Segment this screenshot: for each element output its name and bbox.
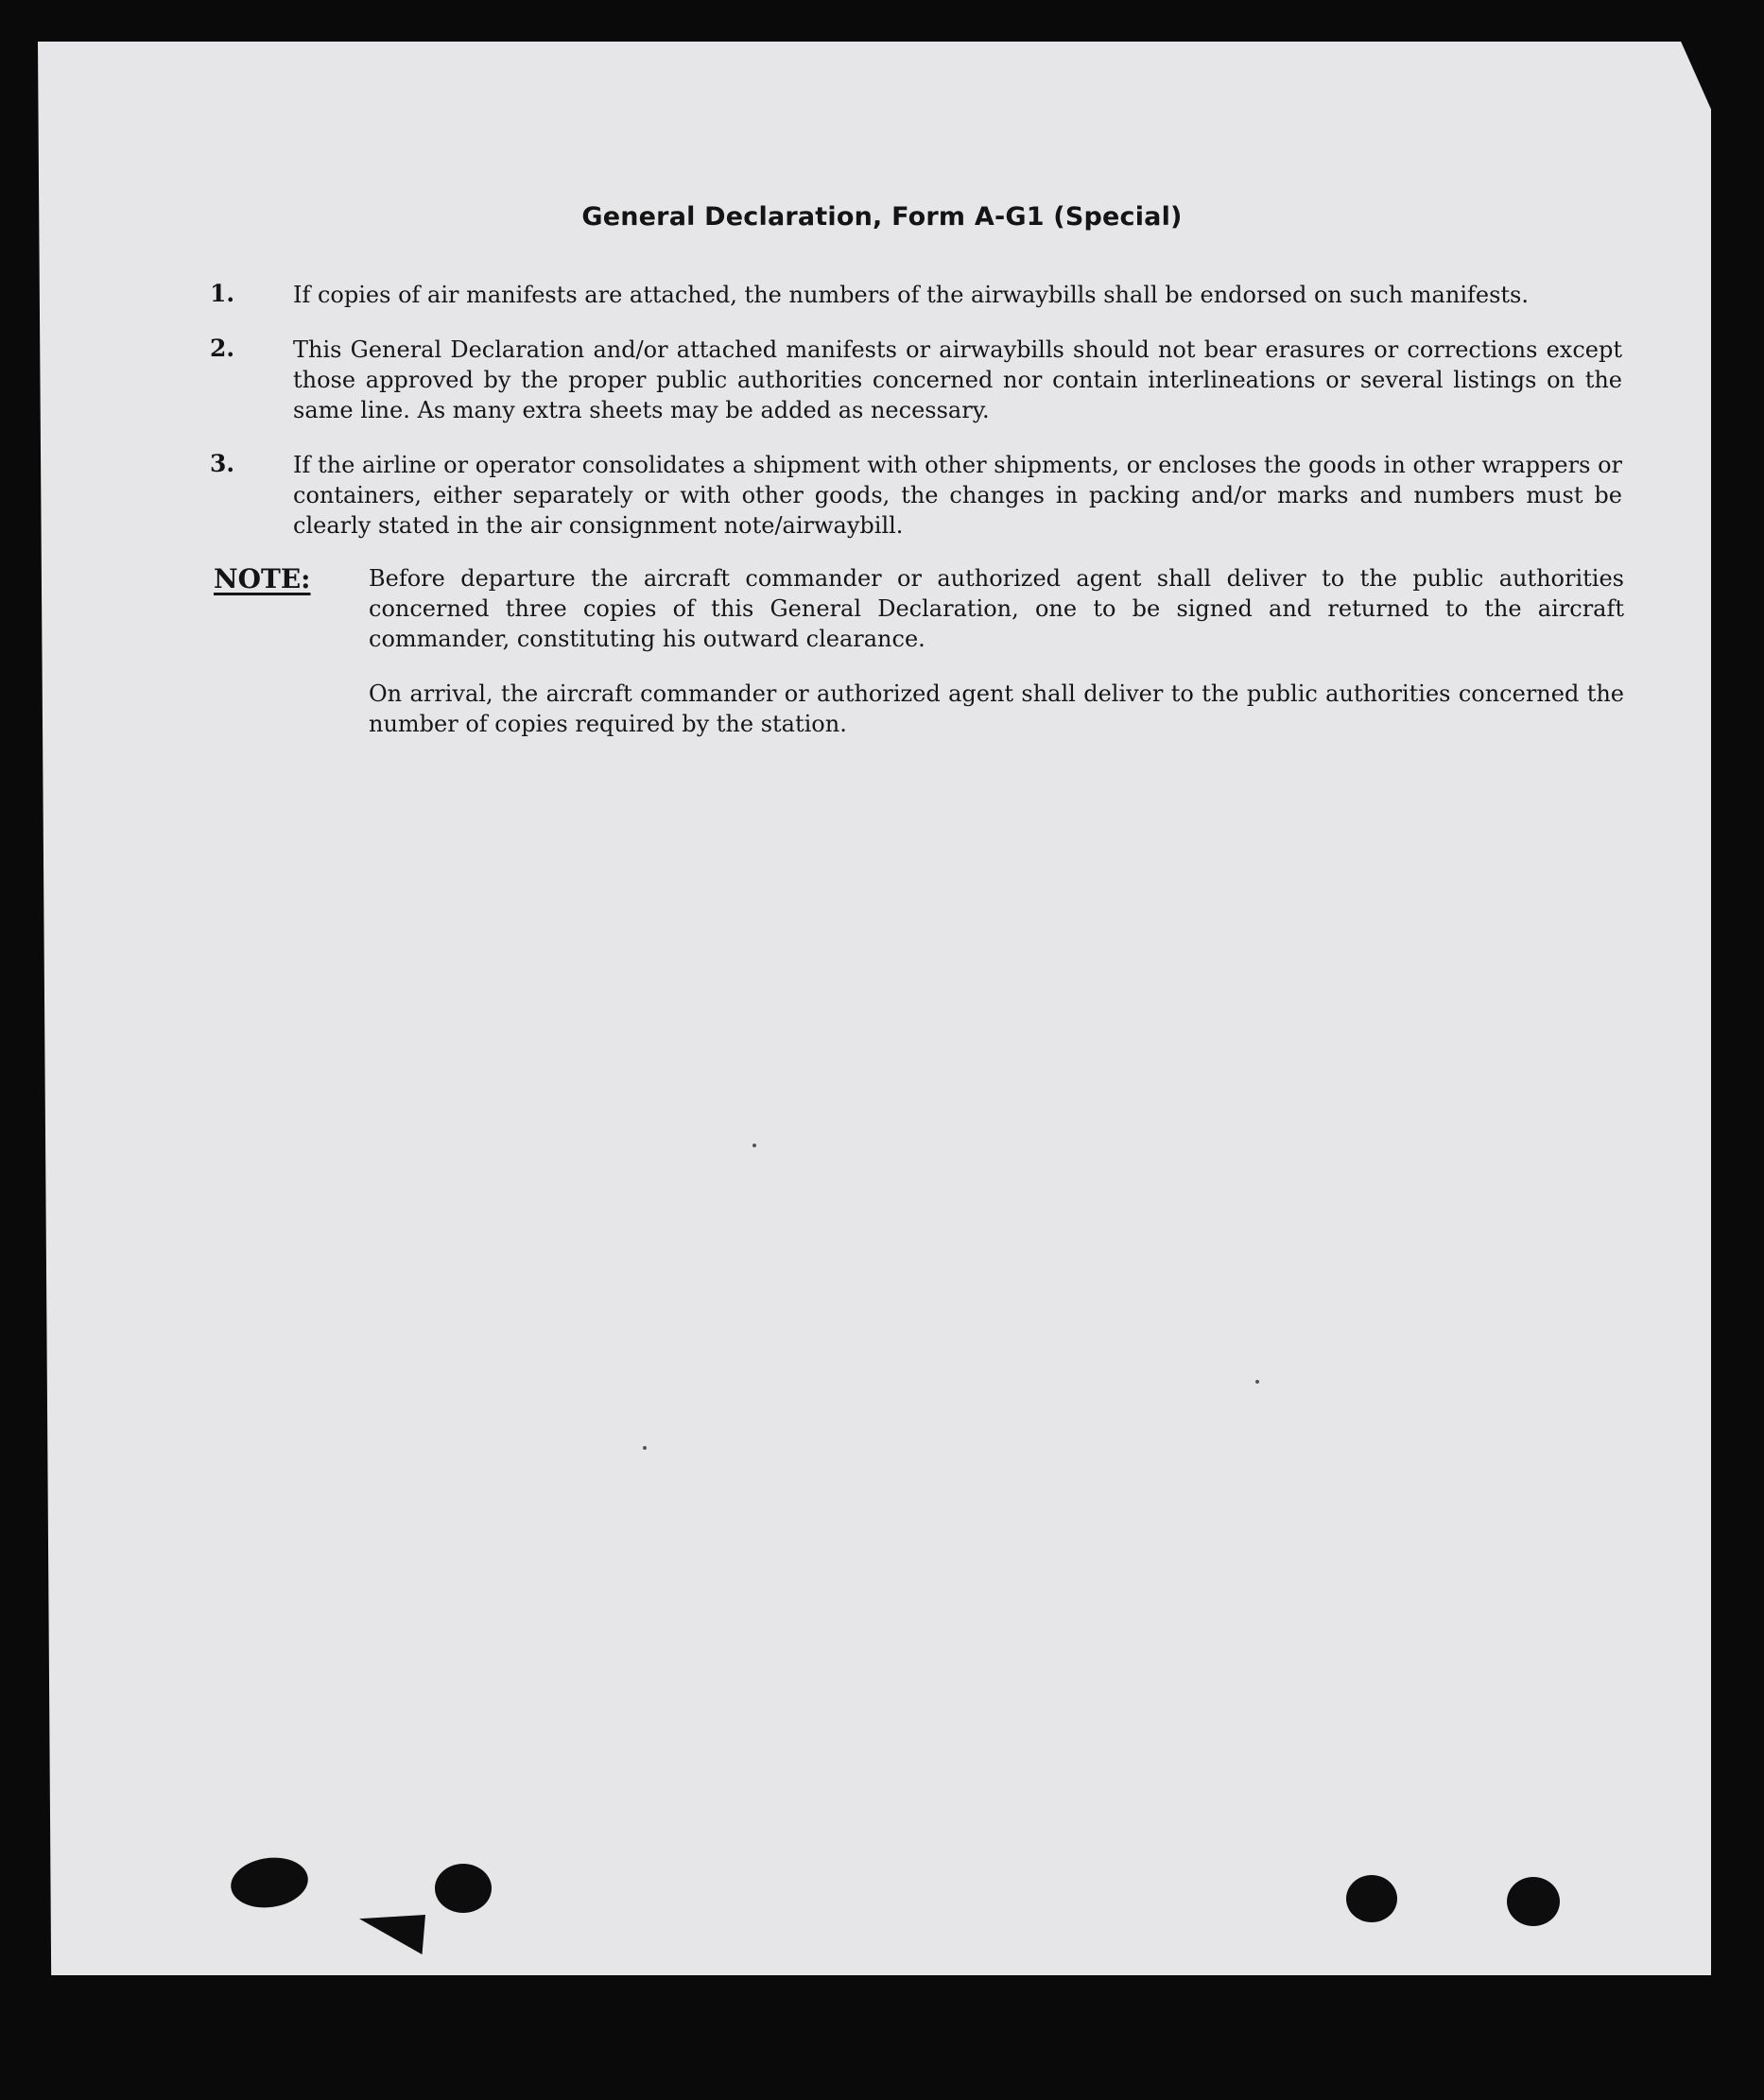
note-paragraph: Before departure the aircraft commander or authorized agent shall deliver to the public authorities concerned three copies of this General Declaration, one to be signed and returned to the aircraft commander, constituting his outward clearance. (369, 565, 1624, 652)
item-number: 2. (210, 335, 235, 362)
item-text: If copies of air manifests are attached, the numbers of the airwaybills shall be endorsed on such manifests. (293, 282, 1529, 308)
note-label: NOTE: (214, 563, 311, 594)
punch-hole-mark (1507, 1877, 1560, 1926)
item-number: 3. (210, 450, 235, 477)
speck-mark (752, 1144, 756, 1147)
item-number: 1. (210, 280, 235, 307)
item-text: This General Declaration and/or attached manifests or airwaybills should not bear erasures or corrections except those approved by the proper public authorities concerned nor contain interlineations or several listings on the same line. As many extra sheets may be added as necessary. (293, 336, 1622, 423)
paper-sheet (38, 42, 1711, 1975)
speck-mark (1255, 1380, 1259, 1384)
speck-mark (643, 1446, 647, 1450)
punch-hole-mark (435, 1864, 492, 1913)
note-paragraph: On arrival, the aircraft commander or authorized agent shall deliver to the public authorities concerned the number of copies required by the station. (369, 680, 1624, 737)
document-title: General Declaration, Form A-G1 (Special) (581, 202, 1183, 232)
punch-hole-mark (1346, 1875, 1397, 1922)
item-text: If the airline or operator consolidates a shipment with other shipments, or encloses the goods in other wrappers or containers, either separately or with other goods, the changes in packing and/or marks and numbers must be clearly stated in the air consignment note/airwaybill. (293, 452, 1622, 539)
